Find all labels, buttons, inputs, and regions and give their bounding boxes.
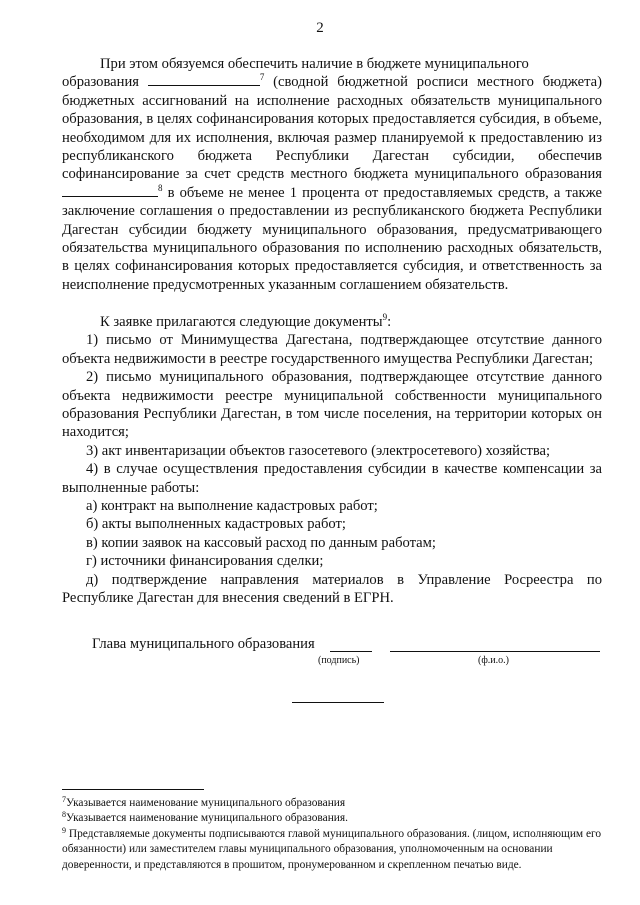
page-number: 2	[316, 20, 324, 36]
footnote-ref-9: 9	[382, 312, 388, 322]
footnote-ref-8: 8	[158, 182, 163, 193]
municipality-name-blank	[148, 73, 260, 86]
document-subitem-e: д) подтверждение направления материалов в Управление Росреестра по Республике Дагестан для внесения сведений в ЕГРН.	[62, 571, 602, 607]
documents-intro: К заявке прилагаются следующие документы$^9$:	[100, 312, 392, 330]
paragraph-body	[62, 73, 602, 294]
document-item-4: 4) в случае осуществления предоставления субсидии в качестве компенсации за выполненные работы:	[62, 461, 602, 496]
paragraph-line-1: При этом обязуемся обеспечить наличие в бюджете муниципального	[100, 56, 529, 72]
document-item-1: 1) письмо от Минимущества Дагестана, подтверждающее отсутствие данного объекта недвижимости в реестре государственного имущества Республики Дагестан;	[62, 332, 602, 367]
end-divider	[292, 702, 384, 703]
document-subitem-d: г) источники финансирования сделки;	[86, 553, 324, 570]
budget-schedule-text: (сводной бюджетной росписи местного бюджета)	[273, 74, 603, 91]
municipality-label: образования	[62, 74, 139, 91]
footnote-7: $^7$Указывается наименование муниципального образования	[62, 795, 346, 809]
footnote-9: $^9$ Представляемые документы подписываются главой муниципального образования. (лицом, исполняющим его обязанности) или заместителем главы муниципального образования, уполномоченным на основании доверенности, и представляются в прошитом, пронумерованном и скрепленном печатью виде.	[62, 825, 602, 871]
document-item-2: 2) письмо муниципального образования, подтверждающее отсутствие данного объекта недвижимости реестре муниципальной собственности муниципального образования Республики Дагестан, в том числе поселения, на территории которых он находится;	[62, 369, 602, 441]
municipality-name-blank-2	[62, 184, 158, 197]
cofinancing-text: в объеме не менее 1 процента от предоставляемых средств, а также заключение соглашения о предоставлении из республиканского бюджета Республики Дагестан субсидии бюджету муниципального образования, предусматривающего обязательства муниципального образования по исполнению расходных обязательств, в целях софинансирования которых предоставляется субсидия, и ответственность за неисполнение предусмотренных указанным соглашением обязательств.	[62, 184, 602, 293]
document-subitem-c: в) копии заявок на кассовый расход по данным работам;	[86, 534, 436, 551]
document-subitem-b: б) акты выполненных кадастровых работ;	[86, 516, 346, 533]
commitment-paragraph	[62, 55, 602, 294]
name-caption: (ф.и.о.)	[478, 655, 509, 666]
footnotes	[62, 796, 607, 873]
signature-caption: (подпись)	[318, 655, 360, 666]
signature-label: Глава муниципального образования	[92, 636, 315, 652]
obligation-text: бюджетных ассигнований на исполнение расходных обязательств муниципального образования, в целях софинансирования которых предоставляется субсидия, в объеме, необходимом для их исполнения, включая размер планируемой к предоставлению из республиканского бюджета Республики Дагестан субсидии, обеспечив софинансирование за счет средств местного бюджета муниципального	[62, 92, 602, 183]
footnote-divider	[62, 789, 204, 790]
document-item-3: 3) акт инвентаризации объектов газосетевого (электросетевого) хозяйства;	[86, 442, 551, 459]
footnote-ref-7: 7	[259, 72, 265, 83]
attached-documents-section	[62, 313, 602, 608]
municipality-label-2: образования	[525, 166, 602, 183]
document-subitem-a: а) контракт на выполнение кадастровых работ;	[86, 498, 378, 515]
signature-line	[330, 651, 372, 652]
name-line	[390, 651, 600, 652]
footnote-8: $^8$Указывается наименование муниципального образования.	[62, 810, 348, 825]
